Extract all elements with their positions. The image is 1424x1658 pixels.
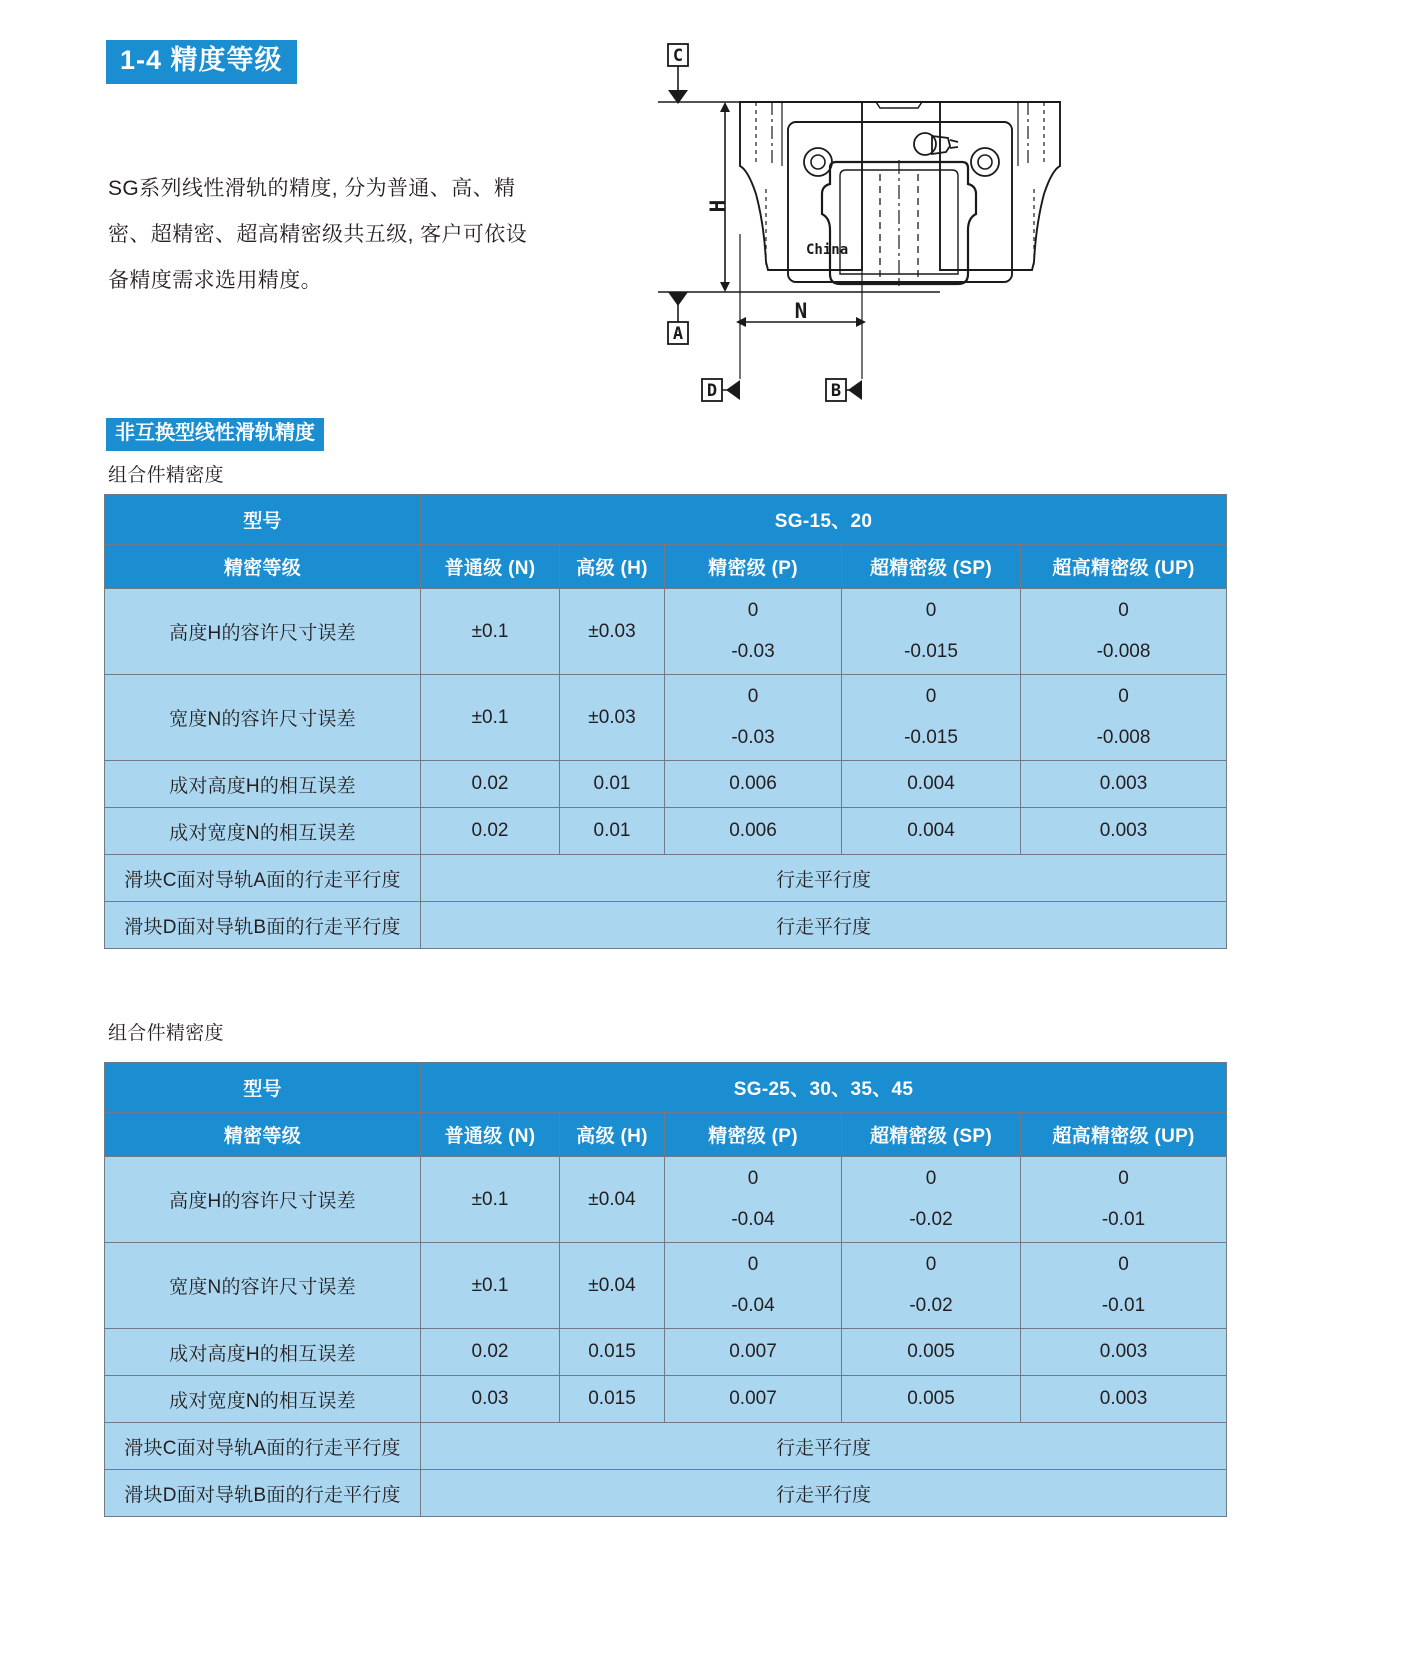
- cell-value: 0.003: [1021, 1376, 1227, 1423]
- cell-value: [665, 589, 842, 675]
- cell-upper: 0: [1118, 1167, 1129, 1189]
- cell-value: 0.01: [560, 808, 665, 855]
- precision-table-2-wrapper: [104, 1062, 1226, 1517]
- grade-header-high: 高级 (H): [560, 545, 665, 589]
- cell-value: [1021, 675, 1227, 761]
- cell-value: [842, 589, 1021, 675]
- table-model-row: [105, 495, 1227, 545]
- cell-merged-value: 行走平行度: [421, 1423, 1227, 1470]
- section-heading-badge: 1-4 精度等级: [106, 40, 297, 84]
- cell-value: 0.005: [842, 1329, 1021, 1376]
- table-caption-1: 组合件精密度: [108, 465, 224, 486]
- table-row: [105, 808, 1227, 855]
- cell-value: 0.007: [665, 1329, 842, 1376]
- cell-value: [1021, 589, 1227, 675]
- cell-value: ±0.1: [421, 1157, 560, 1243]
- table-row: [105, 761, 1227, 808]
- cell-upper: 0: [747, 599, 759, 621]
- datum-d-label: D: [706, 381, 718, 401]
- cell-value: [665, 1243, 842, 1329]
- precision-table-2: [104, 1062, 1227, 1517]
- table-row: [105, 1243, 1227, 1329]
- cell-lower: -0.03: [731, 640, 775, 662]
- cell-lower: -0.015: [904, 640, 958, 662]
- cell-value: [842, 675, 1021, 761]
- cell-value: 0.03: [421, 1376, 560, 1423]
- model-label: 型号: [105, 1063, 421, 1113]
- cell-value: 0.007: [665, 1376, 842, 1423]
- diagram-svg: [640, 34, 1160, 404]
- model-value: SG-15、20: [421, 495, 1227, 545]
- cell-lower: -0.03: [731, 726, 775, 748]
- table-row: [105, 589, 1227, 675]
- linear-guide-diagram: [640, 34, 1160, 404]
- cell-value: 0.02: [421, 808, 560, 855]
- cell-upper: 0: [925, 685, 937, 707]
- cell-lower: -0.008: [1096, 726, 1151, 748]
- cell-value: 0.006: [665, 761, 842, 808]
- cell-merged-value: 行走平行度: [421, 902, 1227, 949]
- cell-upper: 0: [925, 1167, 937, 1189]
- grade-header-precision: 精密级 (P): [665, 545, 842, 589]
- row-label: 滑块D面对导轨B面的行走平行度: [105, 902, 421, 949]
- datum-a-label: A: [672, 324, 684, 344]
- row-label: 高度H的容许尺寸误差: [105, 589, 421, 675]
- table-caption-2: 组合件精密度: [108, 1023, 224, 1044]
- row-label: 宽度N的容许尺寸误差: [105, 675, 421, 761]
- table-model-row: [105, 1063, 1227, 1113]
- table-row: [105, 1376, 1227, 1423]
- cell-value: [1021, 1243, 1227, 1329]
- cell-value: 0.004: [842, 761, 1021, 808]
- row-label: 高度H的容许尺寸误差: [105, 1157, 421, 1243]
- row-label: 成对高度H的相互误差: [105, 1329, 421, 1376]
- cell-value: [842, 1157, 1021, 1243]
- cell-lower: -0.04: [731, 1208, 775, 1230]
- datum-c-label: C: [672, 46, 684, 66]
- china-marking-label: China: [806, 242, 849, 258]
- cell-lower: -0.02: [909, 1208, 953, 1230]
- cell-upper: 0: [925, 599, 937, 621]
- model-label: 型号: [105, 495, 421, 545]
- cell-upper: 0: [1118, 599, 1129, 621]
- grade-header-normal: 普通级 (N): [421, 1113, 560, 1157]
- cell-merged-value: 行走平行度: [421, 1470, 1227, 1517]
- cell-upper: 0: [747, 1167, 759, 1189]
- grade-header-super-precision: 超精密级 (SP): [842, 1113, 1021, 1157]
- cell-value: ±0.1: [421, 589, 560, 675]
- cell-lower: -0.01: [1101, 1294, 1146, 1316]
- cell-value: ±0.03: [560, 589, 665, 675]
- cell-value: 0.003: [1021, 808, 1227, 855]
- cell-value: [1021, 1157, 1227, 1243]
- row-label: 成对宽度N的相互误差: [105, 1376, 421, 1423]
- grade-label: 精密等级: [105, 545, 421, 589]
- cell-lower: -0.04: [731, 1294, 775, 1316]
- table-row: [105, 855, 1227, 902]
- cell-value: ±0.04: [560, 1157, 665, 1243]
- table-row: [105, 1423, 1227, 1470]
- cell-value: 0.004: [842, 808, 1021, 855]
- cell-value: [665, 675, 842, 761]
- grade-header-precision: 精密级 (P): [665, 1113, 842, 1157]
- table-row: [105, 675, 1227, 761]
- table-row: [105, 902, 1227, 949]
- cell-lower: -0.015: [904, 726, 958, 748]
- dimension-h-label: H: [706, 199, 730, 213]
- grade-header-ultra-precision: 超高精密级 (UP): [1021, 1113, 1227, 1157]
- grade-header-super-precision: 超精密级 (SP): [842, 545, 1021, 589]
- cell-lower: -0.01: [1101, 1208, 1146, 1230]
- cell-lower: -0.008: [1096, 640, 1151, 662]
- precision-table-1-wrapper: [104, 494, 1226, 949]
- cell-upper: 0: [747, 685, 759, 707]
- cell-value: 0.02: [421, 761, 560, 808]
- cell-value: 0.005: [842, 1376, 1021, 1423]
- row-label: 滑块D面对导轨B面的行走平行度: [105, 1470, 421, 1517]
- cell-value: ±0.1: [421, 1243, 560, 1329]
- cell-value: ±0.04: [560, 1243, 665, 1329]
- cell-value: 0.015: [560, 1376, 665, 1423]
- cell-lower: -0.02: [909, 1294, 953, 1316]
- precision-table-1: [104, 494, 1227, 949]
- grade-label: 精密等级: [105, 1113, 421, 1157]
- cell-upper: 0: [925, 1253, 937, 1275]
- datum-b-label: B: [830, 381, 842, 401]
- cell-value: 0.015: [560, 1329, 665, 1376]
- grade-header-ultra-precision: 超高精密级 (UP): [1021, 545, 1227, 589]
- row-label: 成对高度H的相互误差: [105, 761, 421, 808]
- row-label: 滑块C面对导轨A面的行走平行度: [105, 855, 421, 902]
- cell-upper: 0: [1118, 1253, 1129, 1275]
- cell-value: 0.003: [1021, 761, 1227, 808]
- cell-value: [665, 1157, 842, 1243]
- row-label: 成对宽度N的相互误差: [105, 808, 421, 855]
- cell-merged-value: 行走平行度: [421, 855, 1227, 902]
- subsection-heading-badge: 非互换型线性滑轨精度: [106, 418, 324, 451]
- cell-value: 0.006: [665, 808, 842, 855]
- model-value: SG-25、30、35、45: [421, 1063, 1227, 1113]
- cell-value: ±0.1: [421, 675, 560, 761]
- intro-paragraph: SG系列线性滑轨的精度, 分为普通、高、精密、超精密、超高精密级共五级, 客户可依设备精度需求选用精度。: [108, 177, 528, 292]
- table-grade-header-row: [105, 1113, 1227, 1157]
- row-label: 滑块C面对导轨A面的行走平行度: [105, 1423, 421, 1470]
- cell-upper: 0: [1118, 685, 1129, 707]
- cell-value: ±0.03: [560, 675, 665, 761]
- cell-value: 0.003: [1021, 1329, 1227, 1376]
- cell-value: [842, 1243, 1021, 1329]
- grade-header-high: 高级 (H): [560, 1113, 665, 1157]
- table-row: [105, 1329, 1227, 1376]
- row-label: 宽度N的容许尺寸误差: [105, 1243, 421, 1329]
- cell-value: 0.02: [421, 1329, 560, 1376]
- cell-value: 0.01: [560, 761, 665, 808]
- table-grade-header-row: [105, 545, 1227, 589]
- cell-upper: 0: [747, 1253, 759, 1275]
- grade-header-normal: 普通级 (N): [421, 545, 560, 589]
- table-row: [105, 1470, 1227, 1517]
- table-row: [105, 1157, 1227, 1243]
- dimension-n-label: N: [794, 299, 808, 323]
